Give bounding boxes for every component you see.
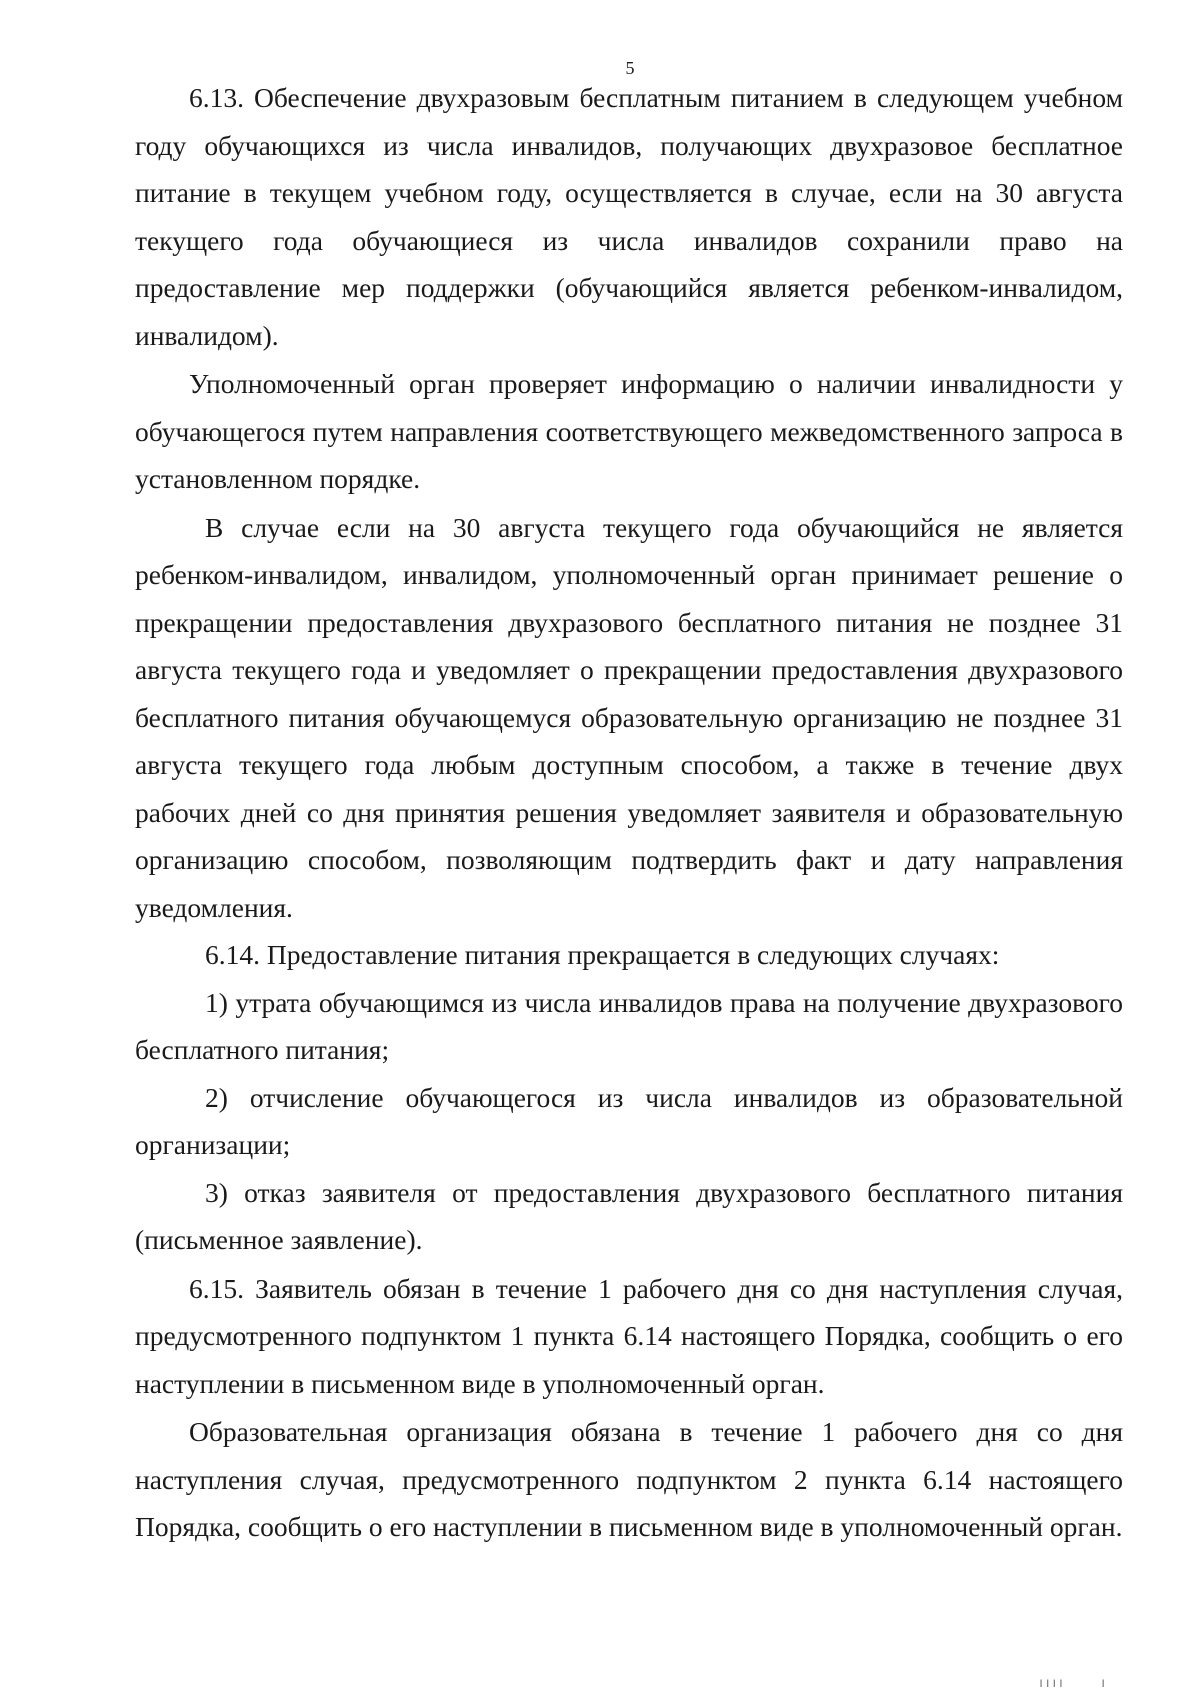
list-item-3: 3) отказ заявителя от предоставления двухразового бесплатного питания (письменное заявление).	[135, 1176, 1123, 1255]
paragraph-disability-check: Уполномоченный орган проверяет информацию о наличии инвалидности у обучающегося путем направления соответствующего межведомственного запроса в установленном порядке.	[135, 368, 1123, 494]
paragraph-6-15: 6.15. Заявитель обязан в течение 1 рабочего дня со дня наступления случая, предусмотренного подпунктом 1 пункта 6.14 настоящего Порядка, сообщить о его наступлении в письменном виде в уполномоченный орган.	[135, 1272, 1123, 1399]
scan-artifact-marks: ıııı ı	[1039, 1676, 1108, 1691]
paragraph-organization-duty: Образовательная организация обязана в течение 1 рабочего дня со дня наступления случая, предусмотренного подпунктом 2 пункта 6.14 настоящего Порядка, сообщить о его наступлении в письменном виде в уполномоченный орган.	[135, 1416, 1123, 1542]
document-body	[135, 74, 1123, 1551]
paragraph-6-13: 6.13. Обеспечение двухразовым бесплатным питанием в следующем учебном году обучающихся из числа инвалидов, получающих двухразовое бесплатное питание в текущем учебном году, осуществляется в случае, если на 30 августа текущего года обучающиеся из числа инвалидов сохранили право на предоставление мер поддержки (обучающийся является ребенком-инвалидом, инвалидом).	[135, 82, 1123, 351]
list-item-2: 2) отчисление обучающегося из числа инвалидов из образовательной организации;	[135, 1081, 1123, 1160]
paragraph-termination-decision: В случае если на 30 августа текущего года обучающийся не является ребенком-инвалидом, инвалидом, уполномоченный орган принимает решение о прекращении предоставления двухразового бесплатного питания не позднее 31 августа текущего года и уведомляет о прекращении предоставления двухразового бесплатного питания обучающемуся образовательную организацию не позднее 31 августа текущего года любым доступным способом, а также в течение двух рабочих дней со дня принятия решения уведомляет заявителя и образовательную организацию способом, позволяющим подтвердить факт и дату направления уведомления.	[135, 511, 1123, 923]
list-item-1: 1) утрата обучающимся из числа инвалидов права на получение двухразового бесплатного питания;	[135, 986, 1123, 1065]
paragraph-6-14: 6.14. Предоставление питания прекращается в следующих случаях:	[205, 939, 1000, 970]
page-number: 5	[625, 58, 635, 78]
